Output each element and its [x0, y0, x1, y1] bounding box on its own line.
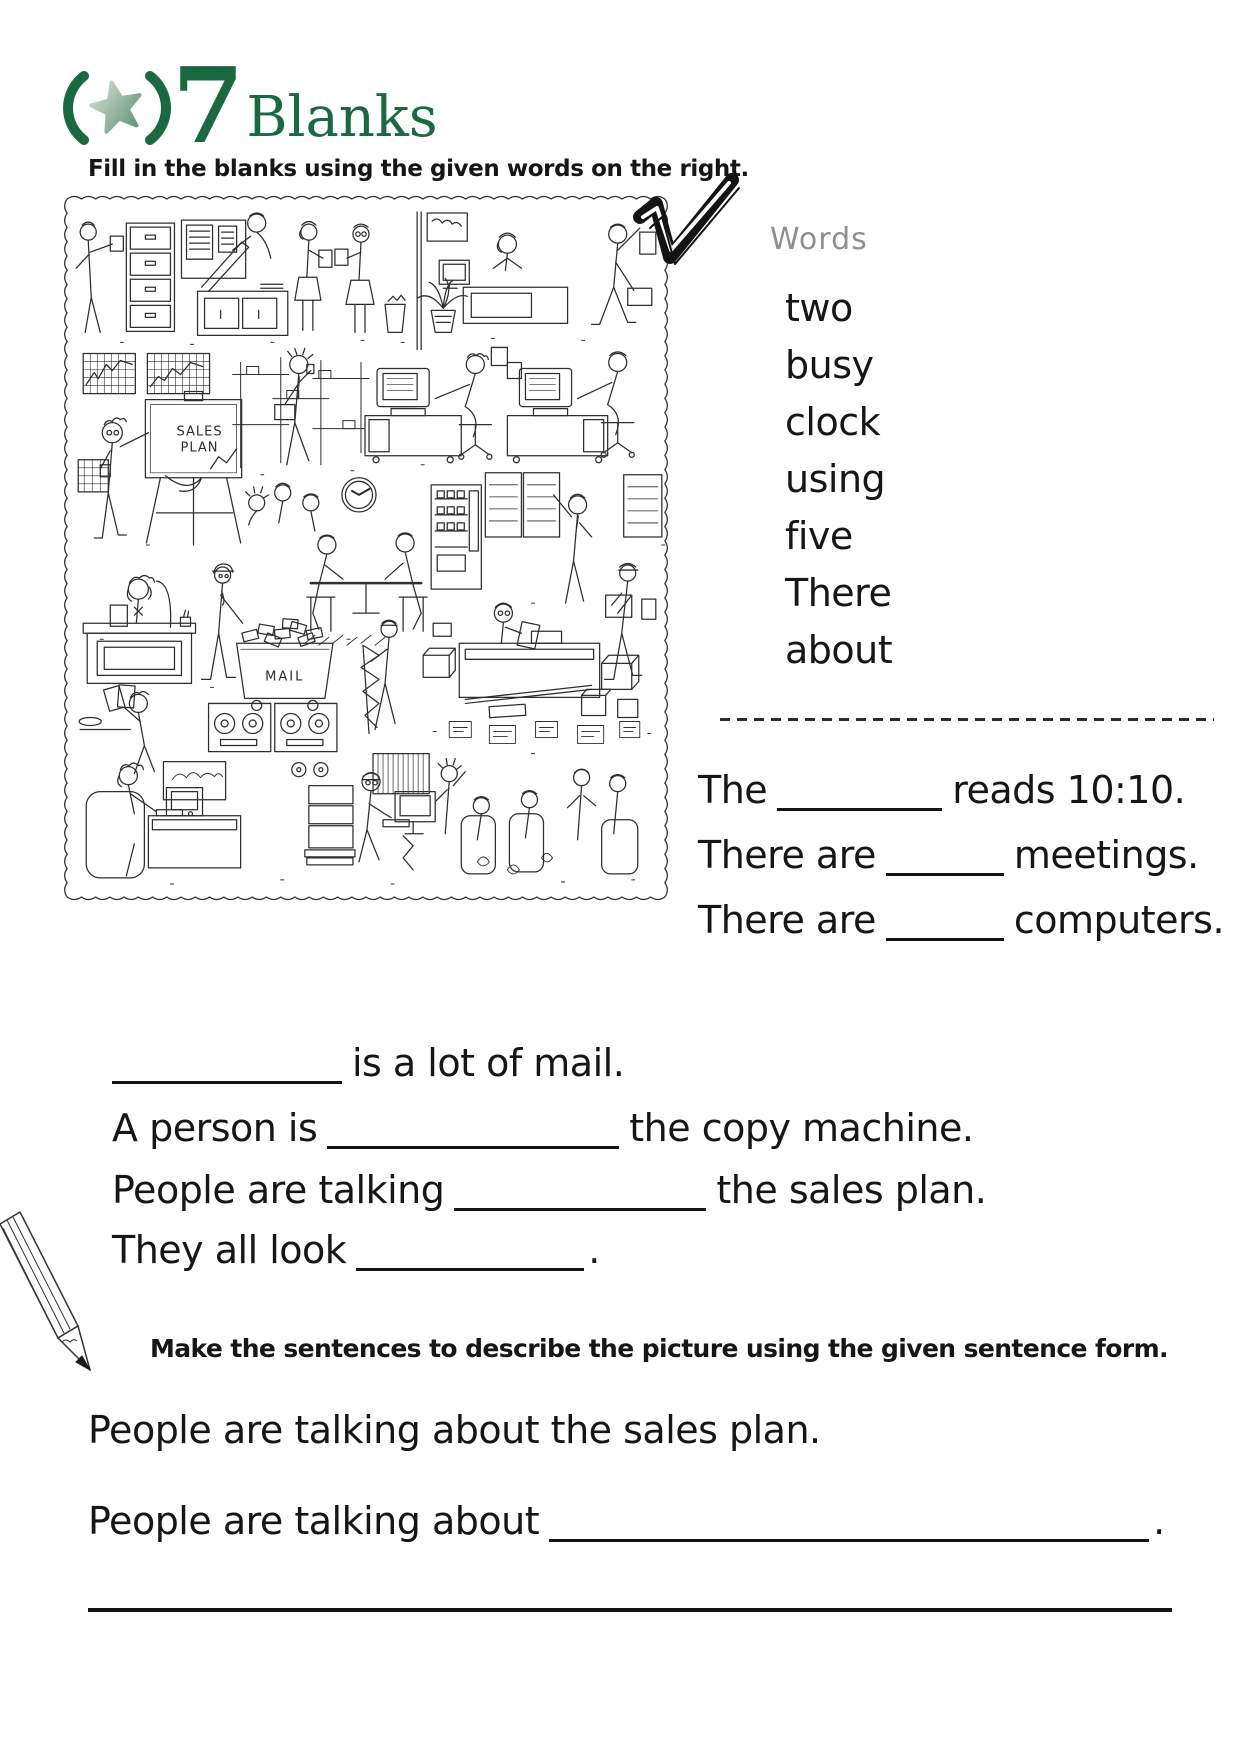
shipping-desk-and-boxes — [423, 603, 639, 718]
open-shelving — [233, 357, 369, 467]
disc-1 — [292, 763, 306, 777]
sentence-copy-machine — [112, 1106, 973, 1150]
answer-blank[interactable] — [777, 808, 942, 811]
logo-number: 7 — [172, 43, 245, 167]
words-panel-label: Words — [770, 222, 868, 257]
answer-blank[interactable] — [454, 1208, 706, 1211]
sentence-text: They all look — [112, 1228, 347, 1272]
sales-plan-label-1: SALES — [176, 424, 223, 440]
check-icon — [626, 162, 750, 294]
sentence-text: There are — [698, 833, 876, 877]
scalloped-border — [65, 197, 668, 900]
sentence-text: the copy machine. — [629, 1106, 974, 1150]
sentence-mail — [112, 1041, 624, 1085]
sentence-they-all-look — [112, 1228, 600, 1272]
office-scene-illustration — [60, 192, 672, 904]
answer-blank[interactable] — [549, 1539, 1149, 1542]
man-reading-papers — [79, 685, 154, 774]
answer-blank[interactable] — [886, 873, 1004, 876]
writing-line[interactable] — [88, 1608, 1172, 1612]
sentence-text: meetings. — [1013, 833, 1199, 877]
vending-machine — [431, 485, 481, 589]
mail-cart-label: MAIL — [265, 669, 305, 685]
word-item: five — [785, 514, 853, 558]
sentence-text: . — [588, 1228, 600, 1272]
secretary-desk — [83, 576, 195, 684]
bottom-instruction: Make the sentences to describe the picture using the given sentence form. — [150, 1334, 1168, 1363]
sales-plan-label-2: PLAN — [180, 440, 219, 456]
sentence-clock — [698, 768, 1185, 812]
word-item: about — [785, 628, 893, 672]
sentence-sales-plan — [112, 1168, 986, 1212]
sentence-meetings — [698, 833, 1199, 877]
sentence-text: The — [698, 768, 768, 812]
disc-2 — [314, 763, 328, 777]
sentence-text: People are talking — [112, 1168, 445, 1212]
answer-blank[interactable] — [886, 938, 1004, 941]
sentence-text: . — [1153, 1499, 1165, 1543]
prompt-sentence — [88, 1499, 1165, 1543]
worksheet-logo — [58, 43, 438, 167]
dashed-separator — [720, 718, 1214, 721]
trash-can — [385, 295, 405, 332]
framed-picture-bottom — [163, 762, 225, 800]
sentence-text: A person is — [112, 1106, 318, 1150]
word-bank — [785, 280, 892, 679]
mail-cart-and-mailman — [202, 564, 333, 710]
top-instruction: Fill in the blanks using the given words on the right. — [88, 156, 749, 182]
answer-blank[interactable] — [112, 1081, 342, 1084]
example-sentence: People are talking about the sales plan. — [88, 1408, 821, 1452]
word-item: There — [785, 571, 892, 615]
word-item: using — [785, 457, 886, 501]
man-at-terminal — [305, 773, 435, 870]
sentence-text: People are talking about — [88, 1499, 540, 1543]
wall-divider — [417, 212, 421, 349]
computer-desk-right — [491, 347, 634, 462]
word-item: clock — [785, 400, 881, 444]
logo-title: Blanks — [246, 85, 438, 150]
sentence-text: computers. — [1013, 898, 1225, 942]
tape-machines — [209, 703, 337, 751]
meeting-at-high-table — [305, 533, 427, 645]
copy-machine-and-operator — [198, 213, 288, 335]
sentence-text: is a lot of mail. — [352, 1041, 625, 1085]
sentence-text: There are — [698, 898, 876, 942]
chatting-heads-cluster — [246, 483, 319, 531]
man-carrying-paper-stack — [361, 620, 397, 733]
wall-clock — [342, 478, 376, 512]
sentence-text: the sales plan. — [716, 1168, 987, 1212]
computer-desk-left — [365, 354, 492, 463]
talking-women-pair — [295, 222, 374, 333]
reception-area — [417, 213, 567, 332]
sales-plan-easel — [145, 392, 241, 545]
wall-charts — [83, 353, 209, 393]
discussion-group — [435, 759, 638, 874]
word-item: two — [785, 286, 853, 330]
pencil-icon — [0, 1210, 110, 1392]
sentence-text: reads 10:10. — [952, 768, 1186, 812]
sentence-computers — [698, 898, 1224, 942]
wall-tags — [449, 721, 640, 743]
word-item: busy — [785, 343, 874, 387]
striped-panel — [373, 754, 429, 794]
filing-cabinet-and-clerk — [76, 222, 174, 332]
delivery-man-with-box — [605, 564, 656, 680]
storage-cabinet-and-reaching-man — [485, 473, 661, 603]
answer-blank[interactable] — [327, 1146, 619, 1149]
answer-blank[interactable] — [356, 1268, 584, 1271]
presenter-at-easel — [94, 418, 148, 538]
star-parentheses-icon — [58, 48, 176, 148]
